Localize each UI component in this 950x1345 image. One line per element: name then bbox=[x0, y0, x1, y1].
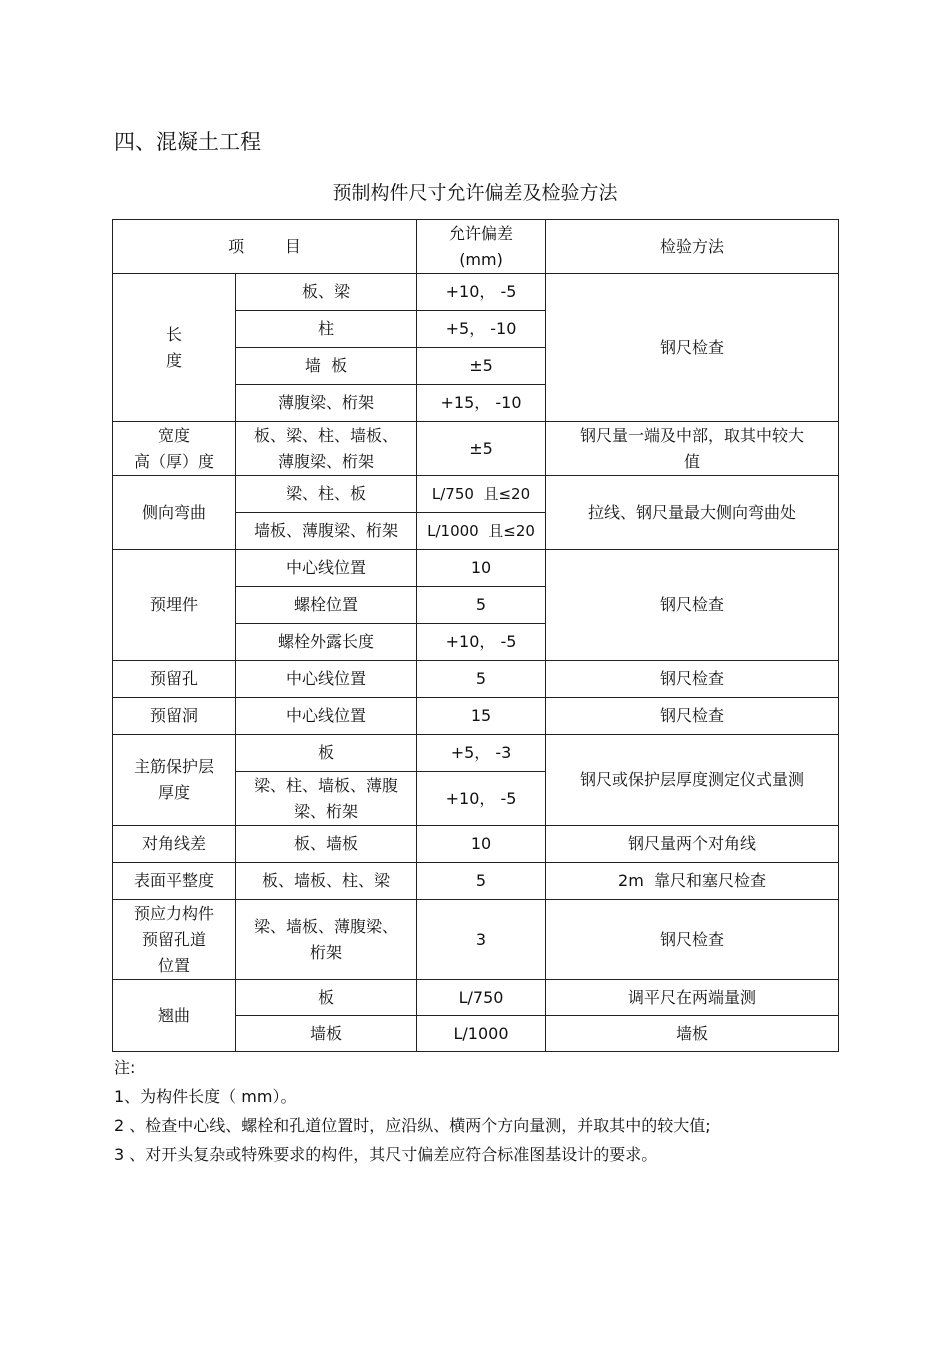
tolerance-cell: 15 bbox=[417, 698, 546, 735]
tolerance-cell: +10， -5 bbox=[417, 624, 546, 661]
tolerance-cell: 5 bbox=[417, 863, 546, 900]
method-cell: 钢尺检查 bbox=[546, 698, 839, 735]
tolerance-cell: 10 bbox=[417, 826, 546, 863]
group-length bbox=[113, 274, 236, 422]
group-width-line1: 宽度 bbox=[157, 425, 190, 445]
tolerance-cell: +10， -5 bbox=[417, 274, 546, 311]
tolerance-cell: L/750 且≤20 bbox=[417, 476, 546, 513]
method-cell: 钢尺或保护层厚度测定仪式量测 bbox=[546, 735, 839, 826]
group-hole: 预留孔 bbox=[113, 661, 236, 698]
method-cell: 墙板 bbox=[546, 1016, 839, 1052]
item-line1: 板、梁、柱、墙板、 bbox=[254, 425, 399, 445]
item-cell: 中心线位置 bbox=[236, 550, 417, 587]
table-row bbox=[113, 476, 839, 513]
tolerance-cell: +10， -5 bbox=[417, 772, 546, 826]
item-cell: 板、墙板 bbox=[236, 826, 417, 863]
group-prestress-line3: 位置 bbox=[157, 955, 190, 975]
table-row bbox=[113, 900, 839, 980]
header-tolerance-line1: 允许偏差 bbox=[449, 223, 514, 243]
method-cell bbox=[546, 422, 839, 476]
table-row bbox=[113, 698, 839, 735]
header-tolerance bbox=[417, 220, 546, 274]
group-prestress bbox=[113, 900, 236, 980]
header-item: 项 目 bbox=[113, 220, 417, 274]
tolerance-cell: +5， -10 bbox=[417, 311, 546, 348]
method-cell: 钢尺检查 bbox=[546, 900, 839, 980]
item-line2: 薄腹梁、桁架 bbox=[278, 451, 375, 471]
group-length-line2: 度 bbox=[165, 350, 182, 370]
item-cell: 螺栓外露长度 bbox=[236, 624, 417, 661]
tolerance-cell: 5 bbox=[417, 587, 546, 624]
table-row bbox=[113, 980, 839, 1016]
tolerance-cell: 10 bbox=[417, 550, 546, 587]
tolerance-cell: 5 bbox=[417, 661, 546, 698]
table-row bbox=[113, 661, 839, 698]
method-cell: 2m 靠尺和塞尺检查 bbox=[546, 863, 839, 900]
method-cell: 调平尺在两端量测 bbox=[546, 980, 839, 1016]
item-cell: 板、墙板、柱、梁 bbox=[236, 863, 417, 900]
notes-title: 注: bbox=[114, 1058, 136, 1077]
group-length-line1: 长 bbox=[165, 324, 182, 344]
method-cell: 钢尺检查 bbox=[546, 274, 839, 422]
table-header-row bbox=[113, 220, 839, 274]
table-row bbox=[113, 274, 839, 311]
item-line1: 梁、墙板、薄腹梁、 bbox=[254, 916, 399, 936]
group-diagonal: 对角线差 bbox=[113, 826, 236, 863]
note-item: 3 、对开头复杂或特殊要求的构件，其尺寸偏差应符合标准图基设计的要求。 bbox=[114, 1145, 658, 1164]
group-opening: 预留洞 bbox=[113, 698, 236, 735]
table-row bbox=[113, 735, 839, 772]
tolerance-cell: ±5 bbox=[417, 422, 546, 476]
tolerance-cell: +15， -10 bbox=[417, 385, 546, 422]
group-prestress-line2: 预留孔道 bbox=[141, 929, 206, 949]
method-line1: 钢尺量一端及中部，取其中较大 bbox=[580, 425, 805, 445]
header-method: 检验方法 bbox=[546, 220, 839, 274]
group-cover bbox=[113, 735, 236, 826]
method-line2: 值 bbox=[684, 451, 701, 471]
group-bending: 侧向弯曲 bbox=[113, 476, 236, 550]
item-cell: 薄腹梁、桁架 bbox=[236, 385, 417, 422]
tolerance-cell: ±5 bbox=[417, 348, 546, 385]
item-cell: 墙板、薄腹梁、桁架 bbox=[236, 513, 417, 550]
tolerance-cell: 3 bbox=[417, 900, 546, 980]
tolerance-cell: L/1000 且≤20 bbox=[417, 513, 546, 550]
section-title: 四、混凝土工程 bbox=[114, 130, 261, 154]
group-flatness: 表面平整度 bbox=[113, 863, 236, 900]
item-cell: 墙板 bbox=[236, 1016, 417, 1052]
item-cell: 板 bbox=[236, 735, 417, 772]
group-width-line2: 高（厚）度 bbox=[133, 451, 214, 471]
group-width bbox=[113, 422, 236, 476]
table-row bbox=[113, 550, 839, 587]
note-item: 2 、检查中心线、螺栓和孔道位置时，应沿纵、横两个方向量测，并取其中的较大值; bbox=[114, 1116, 711, 1135]
item-cell bbox=[236, 772, 417, 826]
item-cell: 板 bbox=[236, 980, 417, 1016]
item-cell: 柱 bbox=[236, 311, 417, 348]
item-line2: 梁、桁架 bbox=[294, 801, 359, 821]
group-warp: 翘曲 bbox=[113, 980, 236, 1052]
item-cell: 中心线位置 bbox=[236, 661, 417, 698]
item-cell: 螺栓位置 bbox=[236, 587, 417, 624]
tolerance-cell: +5， -3 bbox=[417, 735, 546, 772]
note-item: 1、为构件长度（ mm）。 bbox=[114, 1087, 297, 1106]
tolerance-cell: L/1000 bbox=[417, 1016, 546, 1052]
item-cell: 梁、柱、板 bbox=[236, 476, 417, 513]
table-row bbox=[113, 826, 839, 863]
notes bbox=[114, 1053, 711, 1169]
table-row bbox=[113, 863, 839, 900]
item-line1: 梁、柱、墙板、薄腹 bbox=[254, 775, 399, 795]
item-cell: 板、梁 bbox=[236, 274, 417, 311]
tolerance-cell: L/750 bbox=[417, 980, 546, 1016]
group-cover-line2: 厚度 bbox=[157, 783, 190, 802]
item-cell bbox=[236, 900, 417, 980]
item-cell: 墙 板 bbox=[236, 348, 417, 385]
header-tolerance-line2: (mm) bbox=[459, 249, 503, 269]
method-cell: 钢尺检查 bbox=[546, 550, 839, 661]
tolerance-table bbox=[112, 219, 839, 1052]
method-cell: 钢尺检查 bbox=[546, 661, 839, 698]
method-cell: 钢尺量两个对角线 bbox=[546, 826, 839, 863]
group-cover-line1: 主筋保护层 bbox=[133, 757, 214, 776]
group-embedded: 预埋件 bbox=[113, 550, 236, 661]
item-line2: 桁架 bbox=[310, 942, 343, 962]
item-cell bbox=[236, 422, 417, 476]
group-prestress-line1: 预应力构件 bbox=[133, 903, 214, 923]
item-cell: 中心线位置 bbox=[236, 698, 417, 735]
table-row bbox=[113, 422, 839, 476]
method-cell: 拉线、钢尺量最大侧向弯曲处 bbox=[546, 476, 839, 550]
table-title: 预制构件尺寸允许偏差及检验方法 bbox=[332, 182, 618, 204]
